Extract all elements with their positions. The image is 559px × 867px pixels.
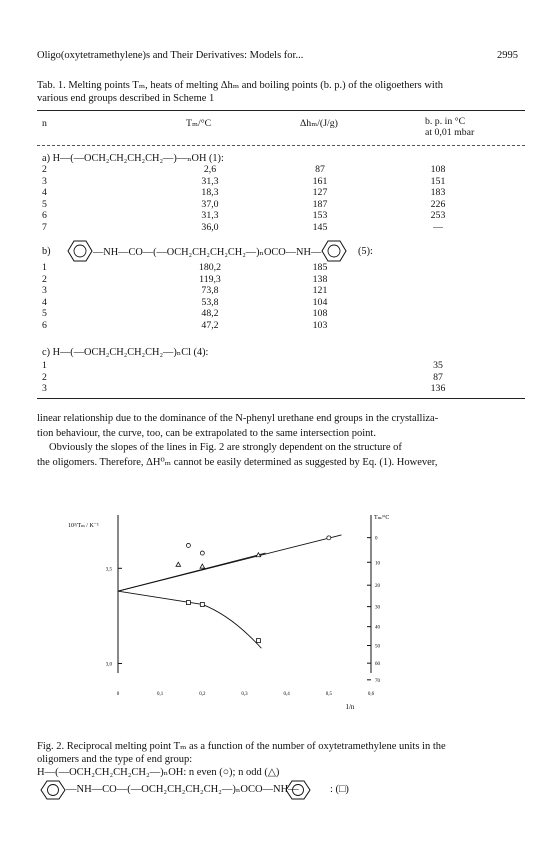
table-cell-bp: 226 [430, 198, 446, 210]
table-cell-n: 2 [42, 371, 47, 383]
table-bottom-rule [37, 398, 525, 399]
header-tm: Tₘ/°C [186, 118, 212, 129]
section-c-label: c) H―(―OCH₂CH₂CH₂CH₂―)ₙCl (4): [42, 347, 209, 358]
chart-lines [118, 535, 341, 648]
table-cell-n: 4 [42, 187, 47, 198]
table-cell-n: 5 [42, 308, 47, 319]
table-cell-dh: 108 [312, 308, 328, 319]
section-b-prefix: b) [42, 246, 51, 257]
table-cell-n: 2 [42, 273, 47, 285]
triangle-marker [176, 562, 181, 566]
table-cell-n: 6 [42, 319, 47, 331]
table-cell-dh: 153 [312, 210, 328, 221]
table-cell-dh: 161 [312, 175, 328, 187]
table-cell-n: 2 [42, 164, 47, 175]
table-cell-dh: 187 [312, 198, 328, 210]
header-bp-line1: b. p. in °C [425, 116, 466, 127]
x-tick-label: 0,2 [199, 692, 206, 697]
body-line: tion behaviour, the curve, too, can be extrapolated to the same intersection point. [37, 427, 376, 439]
table-cell-n: 3 [42, 285, 47, 296]
table-cell-bp: — [433, 221, 443, 233]
circle-marker [186, 543, 190, 547]
x-tick-label: 0,6 [367, 692, 375, 697]
table-cell-tm: 2,6 [203, 164, 217, 175]
right-tick-label: 40 [375, 625, 380, 631]
x-tick-label: 0,3 [241, 692, 248, 697]
y-axis-left-title: 10³/Tₘ / K⁻¹ [68, 523, 99, 529]
section-b-suffix: (5): [358, 246, 373, 257]
body-line: linear relationship due to the dominance of the N-phenyl urethane end groups in the crystalliza- [37, 413, 439, 424]
table-cell-dh: 138 [312, 273, 328, 285]
fig-caption-line3: H―(―OCH₂CH₂CH₂CH₂―)ₙOH: n even (○); n odd (△) [37, 767, 280, 778]
benzene-ring-icon [316, 238, 356, 264]
table-caption-line2: various end groups described in Scheme 1 [37, 93, 215, 104]
figure-2-chart [60, 505, 390, 711]
table-cell-tm: 48,2 [201, 308, 219, 319]
table-cell-n: 3 [42, 383, 47, 394]
page-number: 2995 [497, 50, 518, 61]
x-tick-label: 0,5 [325, 692, 332, 697]
table-cell-bp: 253 [430, 210, 446, 221]
body-line: Obviously the slopes of the lines in Fig. 2 are strongly dependent on the structure of [49, 442, 402, 453]
circle-marker [327, 536, 331, 540]
right-tick-label: 70 [375, 678, 380, 684]
table-cell-tm: 180,2 [198, 262, 222, 273]
x-tick-label: 0,1 [157, 692, 164, 697]
body-line: the oligomers. Therefore, ΔH⁰ₘ cannot be easily determined as suggested by Eq. (1). However, [37, 456, 438, 468]
right-tick-label: 30 [375, 605, 380, 611]
right-tick-label: 60 [375, 662, 380, 668]
table-cell-n: 3 [42, 175, 47, 187]
x-axis-title: 1/n [345, 703, 355, 711]
body-paragraph [37, 412, 525, 470]
table-cell-tm: 53,8 [201, 296, 219, 308]
table-cell-tm: 47,2 [201, 319, 219, 331]
triangle-marker [200, 564, 205, 568]
table-cell-dh: 104 [312, 296, 328, 308]
section-a-label: a) H―(―OCH₂CH₂CH₂CH₂―)―ₙOH (1): [42, 153, 224, 164]
table-cell-tm: 18,3 [201, 187, 219, 198]
table-cell-dh: 121 [312, 285, 328, 296]
table-cell-dh: 145 [312, 221, 328, 233]
right-tick-label: 0 [375, 536, 378, 542]
header-n: n [42, 118, 47, 129]
table-cell-bp: 108 [430, 164, 446, 175]
square-marker [200, 602, 204, 606]
table-cell-n: 1 [42, 262, 47, 273]
table-cell-n: 6 [42, 210, 47, 221]
table-cell-n: 4 [42, 296, 47, 308]
table-cell-dh: 87 [315, 164, 325, 175]
table-top-rule [37, 110, 525, 111]
table-cell-n: 5 [42, 198, 47, 210]
square-marker [256, 639, 260, 643]
chart-markers [176, 536, 331, 643]
fig-caption-suffix: : (□) [330, 784, 349, 795]
header-dh: Δhₘ/(J/g) [300, 118, 338, 129]
table-cell-bp: 136 [430, 383, 446, 394]
x-tick-label: 0 [116, 692, 120, 697]
table-cell-bp: 87 [433, 371, 443, 383]
y-tick-label: 3,0 [105, 662, 112, 668]
table-cell-dh: 185 [312, 262, 328, 273]
table-header-rule [37, 145, 525, 146]
table-cell-bp: 183 [430, 187, 446, 198]
table-cell-tm: 31,3 [201, 210, 219, 221]
table-cell-bp: 35 [433, 360, 443, 371]
table-cell-tm: 37,0 [201, 198, 219, 210]
circle-marker [200, 551, 204, 555]
right-tick-label: 20 [375, 584, 380, 590]
table-cell-tm: 119,3 [199, 273, 221, 285]
y-tick-label: 3,5 [105, 567, 112, 573]
curve-urethane [118, 591, 261, 648]
line-odd [118, 553, 266, 591]
benzene-ring-icon [282, 778, 318, 802]
table-cell-dh: 103 [312, 319, 328, 331]
fig-caption-formula: —NH—CO―(―OCH₂CH₂CH₂CH₂―)ₙOCO—NH— [66, 784, 299, 795]
right-tick-label: 50 [375, 644, 380, 650]
x-tick-label: 0,4 [283, 692, 290, 697]
table-cell-tm: 73,8 [201, 285, 219, 296]
section-b-formula: —NH—CO―(―OCH₂CH₂CH₂CH₂―)ₙOCO—NH— [93, 247, 322, 258]
chart-labels [68, 514, 389, 711]
fig-caption-line2: oligomers and the type of end group: [37, 754, 193, 765]
table-caption-line1: Tab. 1. Melting points Tₘ, heats of melting Δhₘ and boiling points (b. p.) of the oligoethers with [37, 80, 443, 91]
table-cell-n: 1 [42, 360, 47, 371]
running-title: Oligo(oxytetramethylene)s and Their Derivatives: Models for... [37, 50, 304, 61]
table-cell-dh: 127 [312, 187, 328, 198]
table-cell-tm: 36,0 [201, 221, 219, 233]
table-cell-tm: 31,3 [201, 175, 219, 187]
table-cell-n: 7 [42, 221, 47, 233]
fig-caption-line1: Fig. 2. Reciprocal melting point Tₘ as a function of the number of oxytetramethylene units in the [37, 741, 446, 752]
square-marker [186, 601, 190, 605]
header-bp-line2: at 0,01 mbar [425, 127, 475, 138]
right-tick-label: 10 [375, 561, 380, 567]
y-axis-right-title: Tₘ/°C [374, 515, 390, 521]
table-cell-bp: 151 [430, 175, 446, 187]
